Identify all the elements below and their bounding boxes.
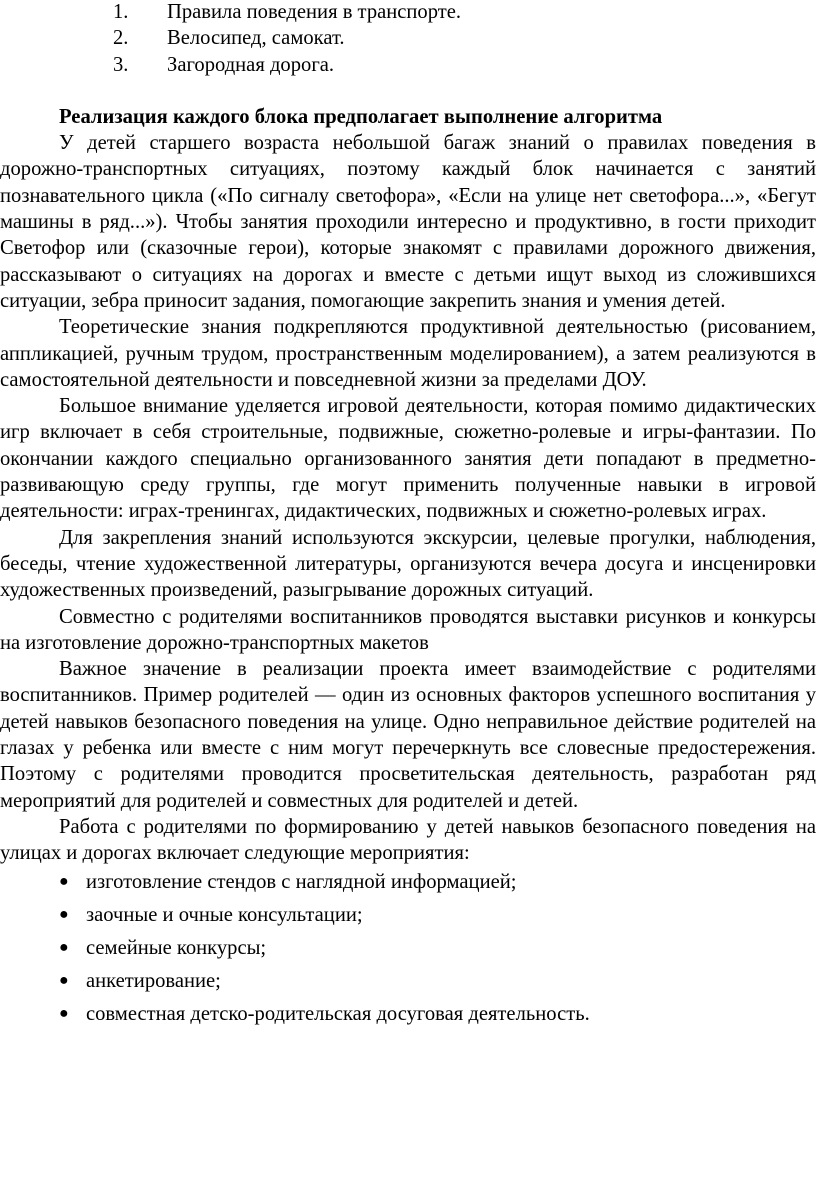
bullet-text: заочные и очные консультации; [86,903,363,926]
paragraph-parents-interaction: Важное значение в реализации проекта имеет взаимодействие с родителями воспитанников. Пример родителей — один из основных факторов успешного воспитания у детей навыков безопасного поведения на улице. Одно неправильное действие родителей на глазах у ребенка или вместе с ним могут перечеркнуть все словесные предостережения. Поэтому с родителями проводится просветительская деятельность, разработан ряд мероприятий для родителей и совместных для родителей и детей. [0,658,816,812]
paragraph-theory: Теоретические знания подкрепляются продуктивной деятельностью (рисованием, аппликацией, ручным трудом, пространственным моделированием), а затем реализуются в самостоятельной деятельности и повседневной жизни за пределами ДОУ. [0,316,816,391]
paragraph-reinforcement: Для закрепления знаний используются экскурсии, целевые прогулки, наблюдения, беседы, чтение художественной литературы, организуются вечера досуга и инсценировки художественных произведений, разыгрывание дорожных ситуаций. [0,526,816,602]
bullet-item [0,869,816,895]
bullet-text: совместная детско-родительская досуговая деятельность. [86,1002,590,1025]
bullet-icon: ● [59,905,69,923]
numbered-item [0,25,816,51]
numbered-item [0,52,816,78]
paragraph-parents-work: Работа с родителями по формированию у детей навыков безопасного поведения на улицах и дорогах включает следующие мероприятия: [0,815,816,865]
bullet-list [0,869,816,1028]
item-number: 3. [113,53,129,76]
bullet-icon: ● [59,872,69,890]
paragraph-intro: У детей старшего возраста небольшой багаж знаний о правилах поведения в дорожно-транспортных ситуациях, поэтому каждый блок начинается с занятий познавательного цикла («По сигналу светофора», «Если на улице нет светофора...», «Бегут машины в ряд...»). Чтобы занятия проходили интересно и продуктивно, в гости приходит Светофор или (сказочные герои), которые знакомят с правилами дорожного движения, рассказывают о ситуациях на дорогах и вместе с детьми ищут выход из сложившихся ситуации, зебра приносит задания, помогающие закрепить знания и умения детей. [0,132,816,312]
bullet-item [0,1001,816,1027]
bullet-text: семейные конкурсы; [86,936,267,959]
paragraph-parents-contests: Совместно с родителями воспитанников проводятся выставки рисунков и конкурсы на изготовление дорожно-транспортных макетов [0,605,816,654]
item-number: 1. [113,1,129,23]
bullet-text: анкетирование; [86,969,221,992]
numbered-item [0,0,816,25]
bullet-item [0,902,816,928]
paragraph-games: Большое внимание уделяется игровой деятельности, которая помимо дидактических игр включает в себя строительные, подвижные, сюжетно-ролевые и игры-фантазии. По окончании каждого специально организованного занятия дети попадают в предметно-развивающую среду группы, где могут применить полученные навыки в игровой деятельности: играх-тренингах, дидактических, подвижных и сюжетно-ролевых играх. [0,395,816,523]
item-text: Загородная дорога. [167,53,335,76]
numbered-list [0,0,816,78]
bullet-text: изготовление стендов с наглядной информацией; [86,870,517,893]
item-text: Правила поведения в транспорте. [167,1,462,23]
bullet-icon: ● [59,1004,69,1022]
bullet-item [0,968,816,994]
item-number: 2. [113,27,129,50]
section-heading: Реализация каждого блока предполагает выполнение алгоритма [59,105,663,128]
bullet-item [0,935,816,961]
bullet-icon: ● [59,971,69,989]
bullet-icon: ● [59,938,69,956]
item-text: Велосипед, самокат. [167,27,345,50]
